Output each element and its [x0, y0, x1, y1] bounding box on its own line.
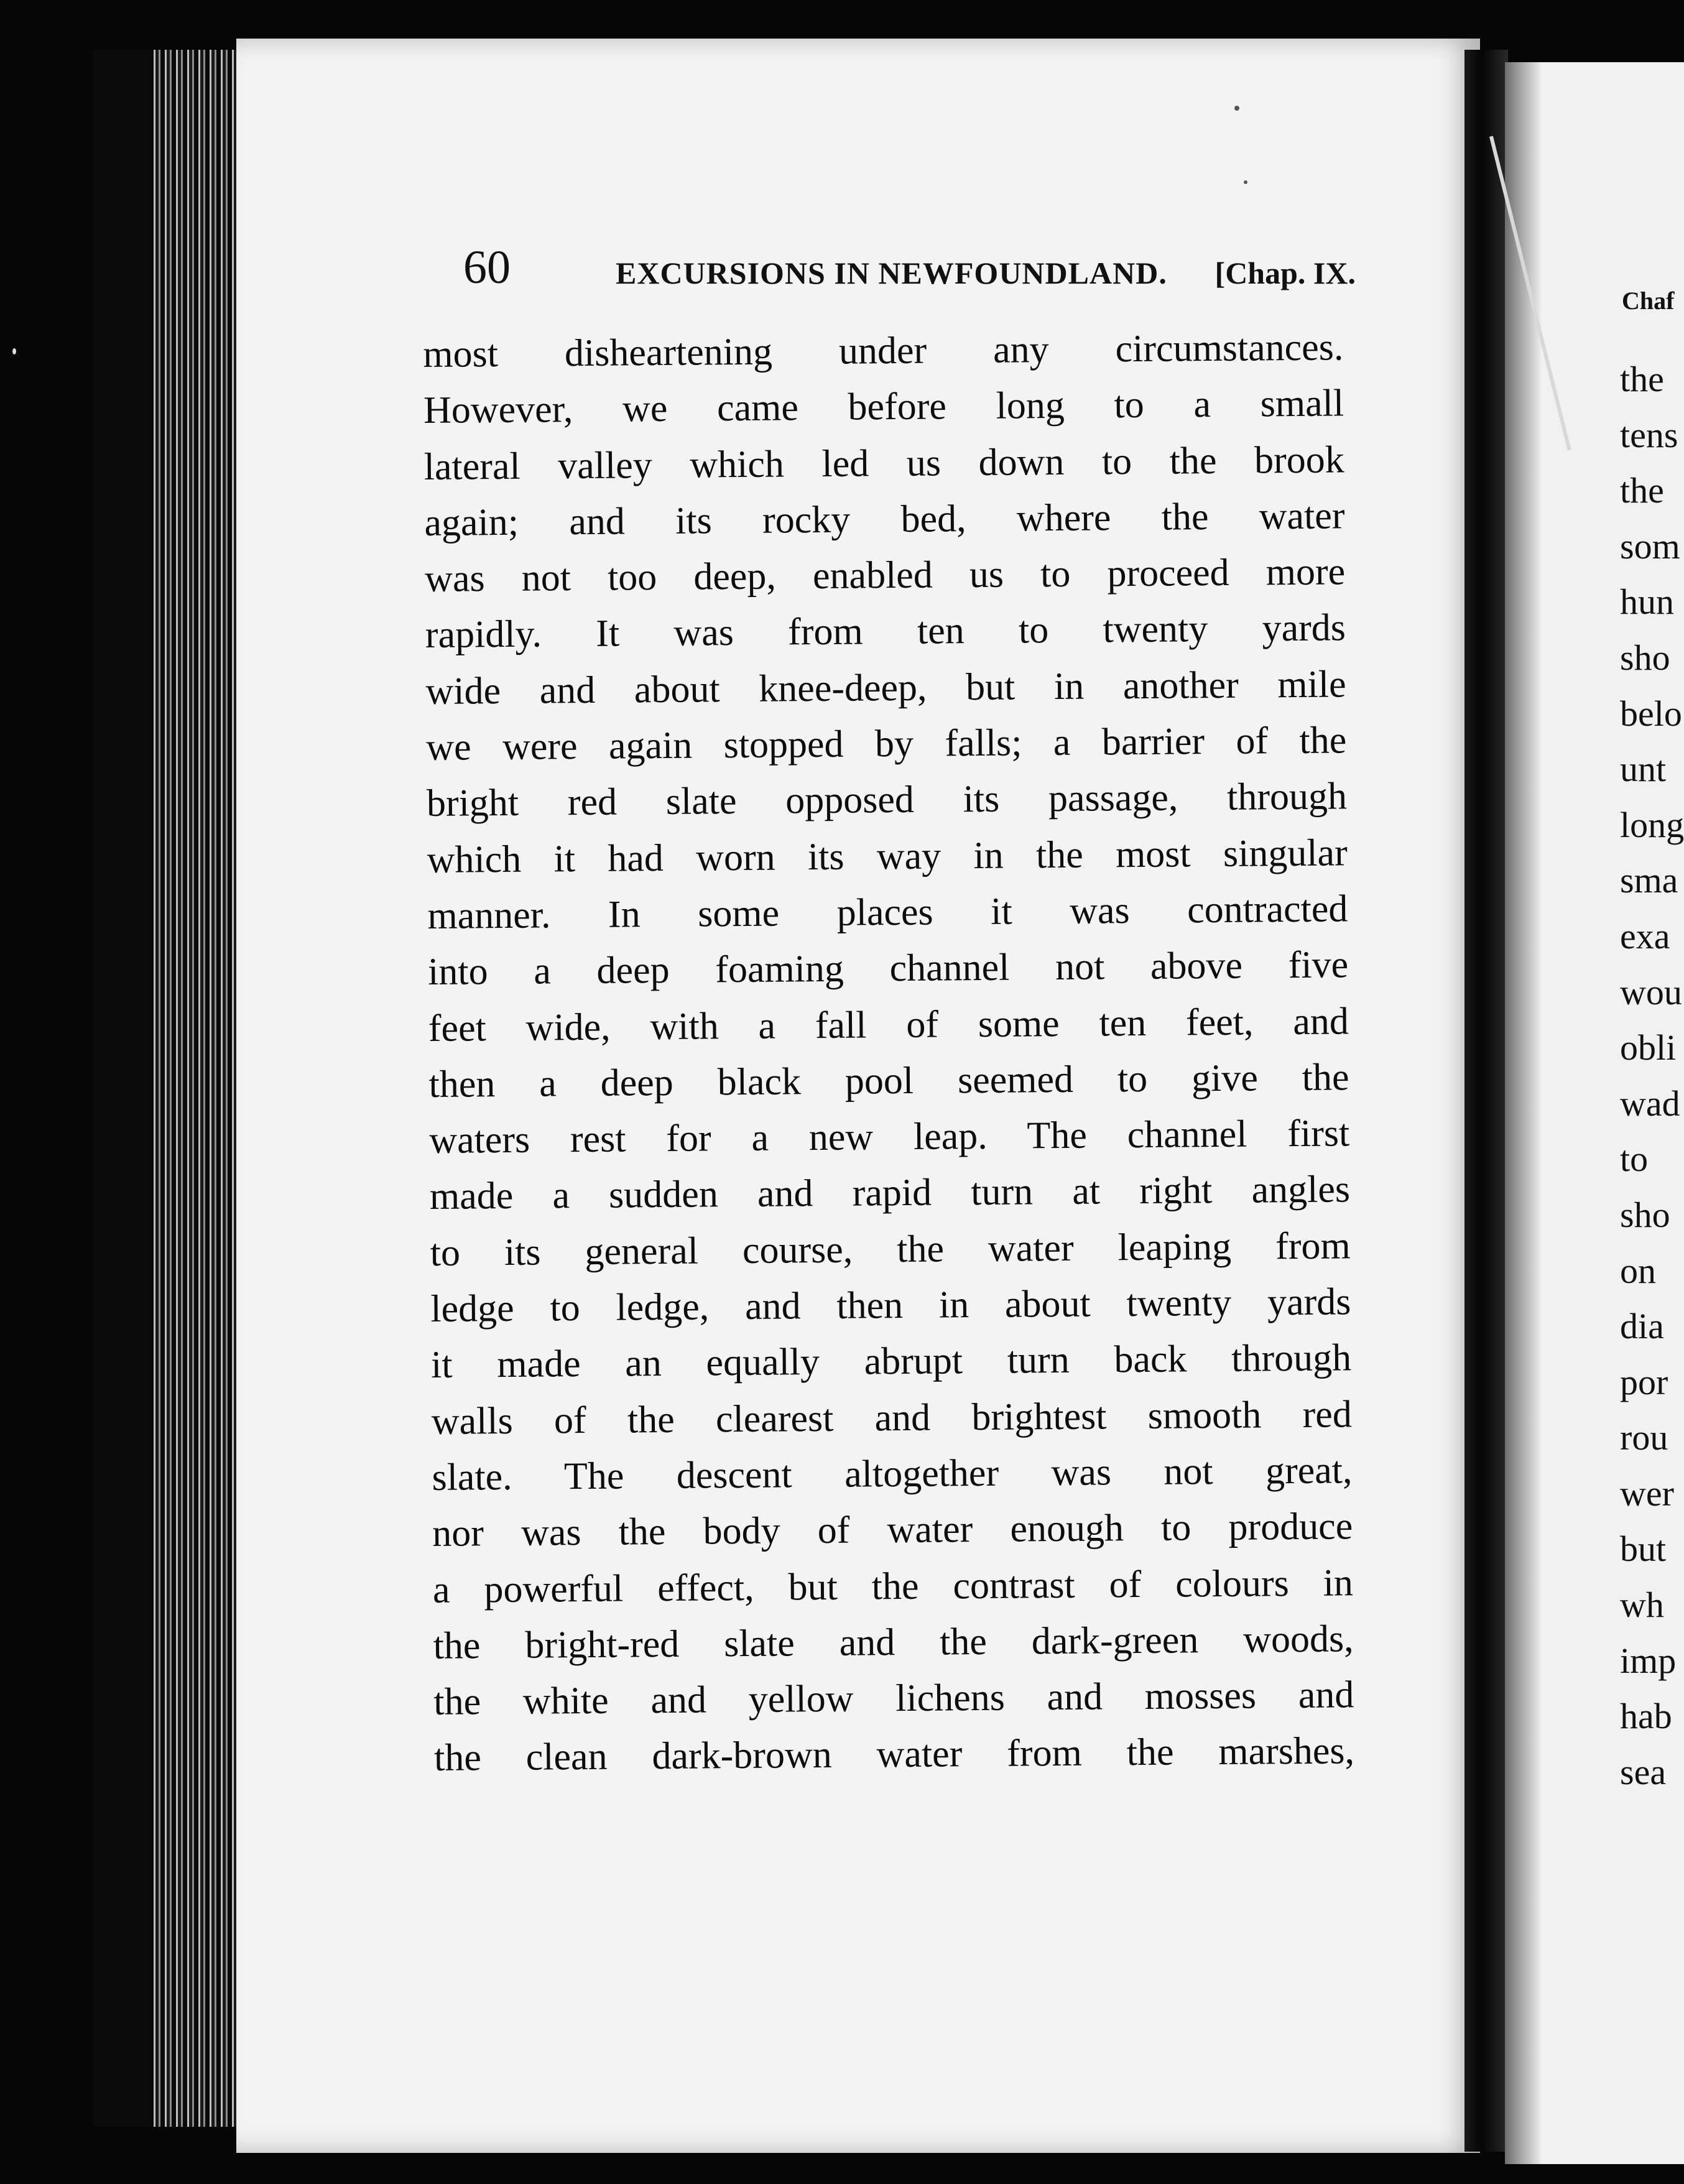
text-line: we were again stopped by falls; a barrier of the	[426, 719, 1347, 769]
text-line: to its general course, the water leaping from	[430, 1224, 1351, 1274]
right-line-fragment: wer	[1620, 1473, 1674, 1514]
text-line: made a sudden and rapid turn at right angles	[429, 1168, 1351, 1218]
right-line-fragment: belo	[1620, 693, 1682, 734]
text-line: However, we came before long to a small	[423, 382, 1344, 432]
text-line: was not too deep, enabled us to proceed more	[424, 550, 1346, 601]
right-line-fragment: imp	[1620, 1640, 1677, 1681]
text-line: a powerful effect, but the contrast of colours in	[432, 1561, 1354, 1611]
page-number: 60	[463, 241, 511, 294]
right-line-fragment: sma	[1620, 860, 1678, 901]
right-line-fragment: obli	[1620, 1027, 1677, 1068]
right-line-fragment: wad	[1620, 1083, 1680, 1124]
book-spine-shadow	[93, 50, 149, 2127]
text-line: which it had worn its way in the most singular	[427, 831, 1348, 881]
right-page-shadow	[1505, 62, 1542, 2164]
text-line: the clean dark-brown water from the marshes,	[433, 1729, 1355, 1780]
right-line-fragment: long	[1620, 804, 1684, 845]
right-line-fragment: the	[1620, 359, 1664, 399]
right-line-fragment: to	[1620, 1139, 1649, 1180]
text-line: bright red slate opposed its passage, through	[426, 775, 1348, 825]
right-line-fragment: hun	[1620, 581, 1674, 622]
right-line-fragment: tens	[1620, 414, 1678, 455]
text-line: the white and yellow lichens and mosses and	[433, 1673, 1354, 1724]
text-line: rapidly. It was from ten to twenty yards	[425, 606, 1346, 657]
right-line-fragment: on	[1620, 1250, 1656, 1291]
text-line: waters rest for a new leap. The channel first	[429, 1112, 1350, 1162]
right-line-fragment: wh	[1620, 1585, 1664, 1626]
right-line-fragment: rou	[1620, 1417, 1668, 1458]
right-page-header-fragment: Chaf	[1622, 287, 1675, 315]
text-line: nor was the body of water enough to produce	[432, 1505, 1353, 1555]
right-line-fragment: sea	[1620, 1751, 1667, 1792]
right-line-fragment: hab	[1620, 1696, 1672, 1737]
right-line-fragment: som	[1620, 525, 1680, 567]
running-title: EXCURSIONS IN NEWFOUNDLAND.	[616, 256, 1167, 290]
text-line: again; and its rocky bed, where the water	[424, 494, 1345, 544]
right-line-fragment: sho	[1620, 1194, 1670, 1235]
body-text	[423, 319, 1354, 1786]
right-line-fragment: but	[1620, 1529, 1667, 1570]
right-line-fragment: unt	[1620, 749, 1667, 790]
text-line: slate. The descent altogether was not great,	[432, 1449, 1353, 1499]
right-line-fragment: the	[1620, 470, 1664, 511]
text-line: walls of the clearest and brightest smooth red	[431, 1392, 1353, 1443]
chapter-reference: [Chap. IX.	[1214, 256, 1356, 290]
text-line: wide and about knee-deep, but in another mile	[425, 663, 1346, 713]
right-page-text	[1620, 351, 1684, 1800]
paper-speck	[1234, 106, 1239, 111]
text-line: manner. In some places it was contracted	[427, 887, 1348, 937]
right-line-fragment: wou	[1620, 971, 1682, 1012]
text-line: into a deep foaming channel not above five	[427, 943, 1349, 994]
page-header	[463, 233, 1356, 302]
text-line: feet wide, with a fall of some ten feet, and	[428, 999, 1349, 1050]
scan-speck	[12, 348, 16, 354]
text-line: lateral valley which led us down to the brook	[423, 438, 1344, 488]
paper-speck	[1244, 180, 1247, 184]
text-line: it made an equally abrupt turn back through	[430, 1336, 1352, 1387]
right-line-fragment: sho	[1620, 637, 1670, 678]
text-line: the bright-red slate and the dark-green woods,	[433, 1617, 1354, 1667]
text-line: ledge to ledge, and then in about twenty yards	[430, 1280, 1351, 1330]
right-line-fragment: por	[1620, 1361, 1668, 1402]
text-line: then a deep black pool seemed to give the	[428, 1056, 1349, 1106]
text-line: most disheartening under any circumstances.	[423, 326, 1344, 376]
book-gutter	[1464, 50, 1508, 2152]
right-line-fragment: exa	[1620, 915, 1670, 956]
right-line-fragment: dia	[1620, 1306, 1664, 1347]
